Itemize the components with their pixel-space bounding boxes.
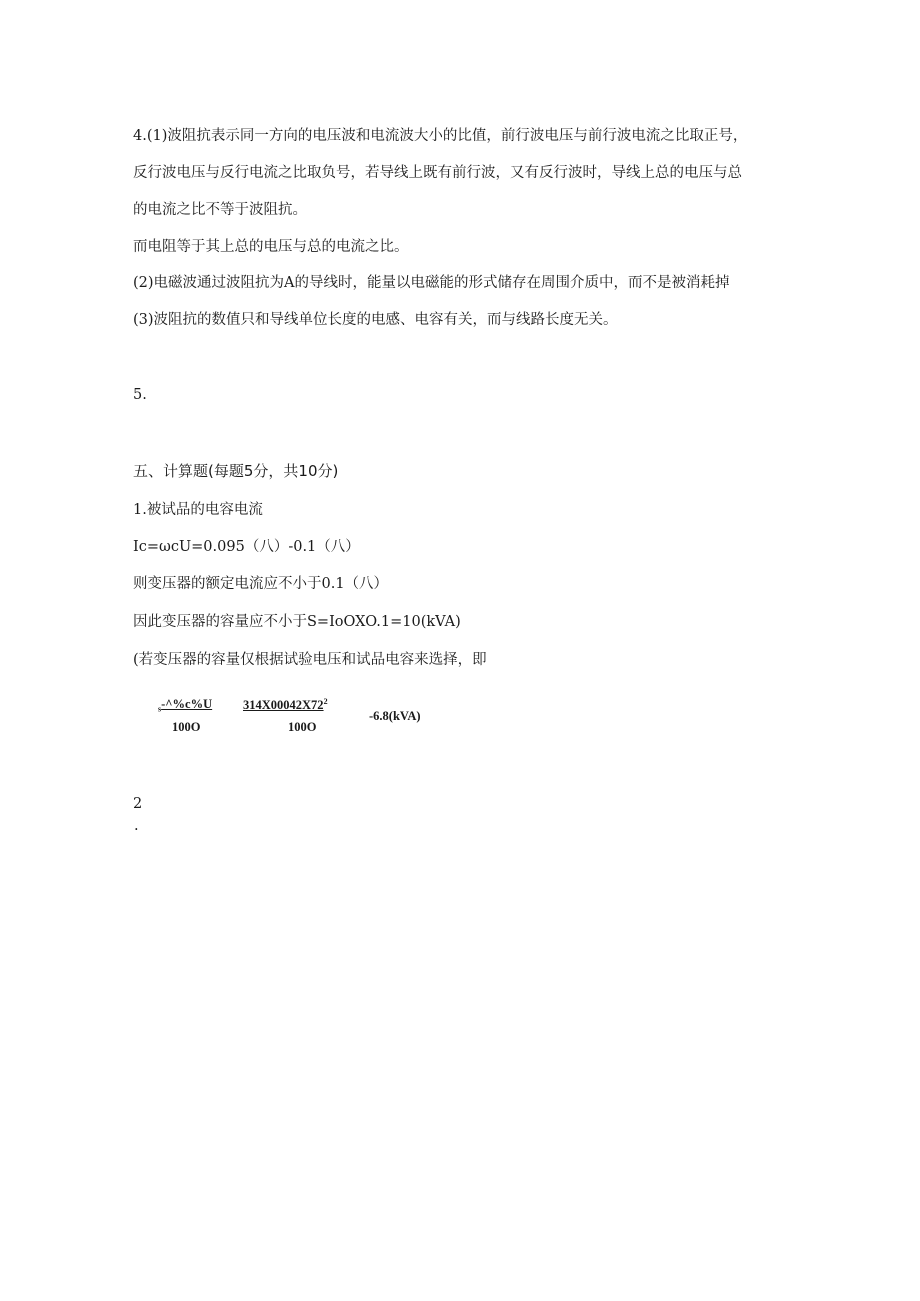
item2-dot: .	[134, 818, 139, 834]
note-line: (若变压器的容量仅根据试验电压和试品电容来选择，即	[133, 652, 487, 668]
q5-label: 5.	[133, 387, 147, 403]
formula-numerator-1	[158, 697, 212, 714]
formula-num1: -^%c%U	[161, 697, 213, 711]
q4-line-4: 而电阻等于其上总的电压与总的电流之比。	[133, 239, 409, 255]
formula-num2: 314X00042X72	[243, 698, 324, 713]
formula-result: -6.8(kVA)	[369, 709, 421, 723]
item2-label: 2	[133, 796, 143, 812]
q4-line-1: 4.(1)波阻抗表示同一方向的电压波和电流波大小的比值，前行波电压与前行波电流之比取正号，	[133, 128, 748, 144]
formula-prefix: s	[158, 704, 162, 714]
rated-current-line: 则变压器的额定电流应不小于0.1（八）	[133, 576, 389, 592]
ic-equation: Ic=ωcU=0.095（八）-0.1（八）	[133, 539, 360, 555]
capacity-line: 因此变压器的容量应不小于S=IoOXO.1=10(kVA)	[133, 614, 461, 630]
q4-line-2: 反行波电压与反行电流之比取负号，若导线上既有前行波，又有反行波时，导线上总的电压与总	[133, 165, 742, 181]
formula-denominator-2: 100O	[288, 720, 317, 734]
item1-title: 1.被试品的电容电流	[133, 502, 263, 518]
q4-line-6: (3)波阻抗的数值只和导线单位长度的电感、电容有关，而与线路长度无关。	[133, 312, 618, 328]
formula-denominator-1: 100O	[172, 720, 201, 734]
q4-line-5: (2)电磁波通过波阻抗为A的导线时，能量以电磁能的形式储存在周围介质中，而不是被消耗掉	[133, 275, 730, 291]
section-heading: 五、计算题(每题5分，共10分)	[133, 462, 339, 480]
q4-line-3: 的电流之比不等于波阻抗。	[133, 202, 307, 218]
formula-numerator-2	[243, 697, 328, 713]
formula-num2-exponent: 2	[323, 697, 328, 706]
